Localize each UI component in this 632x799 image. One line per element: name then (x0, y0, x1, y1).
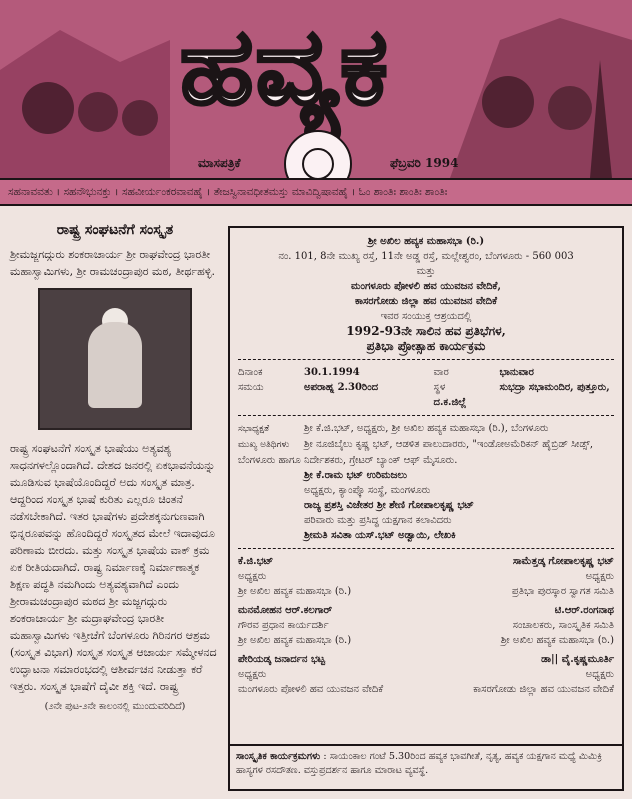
culture-section (228, 744, 624, 782)
p-left1-org: ಶ್ರೀ ಅಖಿಲ ಹವ್ಯಕ ಮಹಾಸಭಾ (ರಿ.) (238, 586, 352, 597)
left-column (10, 222, 220, 712)
year-line: 1992-93ನೇ ಸಾಲಿನ ಹವ ಪ್ರತಿಭೆಗಳ, (346, 324, 506, 338)
p-right3-org: ಕಾಸರಗೋಡು ಜಿಲ್ಲಾ ಹವ ಯುವಜನ ವೇದಿಕೆ (473, 684, 614, 695)
masthead-date: ಫೆಬ್ರವರಿ 1994 (390, 156, 459, 170)
masthead-monthly: ಮಾಸಪತ್ರಿಕೆ (198, 156, 241, 170)
place-label: ಸ್ಥಳ (433, 382, 446, 393)
chief-value: ಶ್ರೀ ನೂಜಿಬೈಲು ಕೃಷ್ಣ ಭಟ್, ಆಡಳಿತ ಪಾಲುದಾರರು, "ಇಂಡೋಅಮೆರಿಕನ್ ಹೈಬ್ರಿಡ್ ಸೀಡ್ಸ್, ಬೆಂಗಳೂರು ಹಾಗೂ ನಿರ್ದೇಶಕರು, ಗ್ರೇಟರ್ ಬ್ಯಾಂಕ್ ಆಫ್ ಮೈಸೂರು. (238, 439, 594, 466)
p-right2-role: ಸಂಚಾಲಕರು, ಸಾಂಸ್ಕೃತಿಕ ಸಮಿತಿ (512, 620, 614, 631)
culture-value: : ಸಾಯಂಕಾಲ ಗಂಟೆ 5.30ರಿಂದ ಹವ್ಯಕ ಭಾವಗೀತೆ, ನೃತ್ಯ, ಹವ್ಯಕ ಯಕ್ಷಗಾನ ಮಧ್ಯೆ ಮಿಮಿಕ್ರಿ ಹಾಸ್ಯಗಳ ರಸದೌತಣ. ವಸ್ತುಪ್ರದರ್ಶನ ಹಾಗೂ ಮಾರಾಟ ವ್ಯವಸ್ಥೆ. (236, 751, 603, 776)
article-title: ರಾಷ್ಟ್ರ ಸಂಘಟನೆಗೆ ಸಂಸ್ಕೃತ (56, 222, 174, 238)
continued-note: (೨ನೇ ಪುಟ-೨ನೇ ಕಾಲಂನಲ್ಲಿ ಮುಂದುವರಿದಿದೆ) (44, 701, 186, 712)
p-left1-role: ಅಧ್ಯಕ್ಷರು (238, 571, 267, 582)
article-intro: ಶ್ರೀಮಜ್ಜಗದ್ಗುರು ಶಂಕರಾಚಾರ್ಯ ಶ್ರೀ ರಾಘವೇಂದ್ರ ಭಾರತೀ ಮಹಾಸ್ವಾಮಿಗಳು, ಶ್ರೀ ರಾಮಚಂದ್ರಾಪುರ ಮಠ, ತೀರ್ಥಹಳ್ಳಿ. (10, 248, 215, 278)
p-right3-name: ಡಾ|| ವೈ.ಕೃಷ್ಣಮೂರ್ತಿ (541, 654, 614, 665)
presidency-value: ಶ್ರೀ ಕೆ.ಜಿ.ಭಟ್, ಅಧ್ಯಕ್ಷರು, ಶ್ರೀ ಅಖಿಲ ಹವ್ಯಕ ಮಹಾಸಭಾ (ರಿ.), ಬೆಂಗಳೂರು (304, 423, 549, 434)
masthead (0, 0, 632, 178)
notice-and: ಮತ್ತು (416, 266, 436, 277)
time-value: ಅಪರಾಹ್ನ 2.30ರಿಂದ (304, 382, 379, 393)
date-label: ದಿನಾಂಕ (238, 367, 263, 378)
place-value: ಸುಭದ್ರಾ ಸಭಾಮಂದಿರ, ಪುತ್ತೂರು, ದ.ಕ.ಜಿಲ್ಲೆ (433, 382, 610, 408)
day-label: ವಾರ (433, 367, 449, 378)
notice-org: ಶ್ರೀ ಅಖಿಲ ಹವ್ಯಕ ಮಹಾಸಭಾ (ರಿ.) (367, 236, 485, 247)
p-right2-org: ಶ್ರೀ ಅಖಿಲ ಹವ್ಯಕ ಮಹಾಸಭಾ (ರಿ.) (500, 635, 614, 646)
notice-box (228, 226, 624, 791)
event-title: ಪ್ರತಿಭಾ ಪ್ರೋತ್ಸಾಹ ಕಾರ್ಯಕ್ರಮ (366, 339, 486, 353)
motto-strip: ಸಹನಾವವತು । ಸಹನೌಭುನಕ್ತು । ಸಹವೀರ್ಯಂಕರವಾವಹೈ । ತೇಜಸ್ವಿನಾವಧೀತಮಸ್ತು ಮಾವಿದ್ವಿಷಾವಹೈ । ಓಂ ಶಾಂತಿಃ ಶಾಂತಿಃ ಶಾಂತಿಃ (0, 178, 632, 206)
p-left3-name: ಪೇರಿಯಡ್ಕ ಜನಾರ್ದನ ಭಟ್ಟ (238, 654, 326, 665)
p-right2-name: ಟಿ.ಆರ್.ರಂಗನಾಥ (554, 605, 614, 616)
p-left2-name: ಮನಮೋಹನ ಆರ್.ಕಲಗಾರ್ (238, 605, 333, 616)
photo (38, 288, 192, 430)
p-right1-role: ಅಧ್ಯಕ್ಷರು (585, 571, 614, 582)
guest4: ಶ್ರೀಮತಿ ಸವಿತಾ ಯಸ್.ಭಟ್ ಅಡ್ವಾಯಿ, ಲೇಖಕಿ (304, 530, 456, 541)
guest3: ರಾಜ್ಯ ಪ್ರಶಸ್ತಿ ವಿಜೇತರ ಶ್ರೀ ಶೇಣಿ ಗೋಪಾಲಕೃಷ್ಣ ಭಟ್ (304, 500, 474, 511)
p-right1-name: ಸಾಮೆತ್ತಡ್ಕ ಗೋಪಾಲಕೃಷ್ಣ ಭಟ್ (512, 556, 614, 567)
article-body: ರಾಷ್ಟ್ರ ಸಂಘಟನೆಗೆ ಸಂಸ್ಕೃತ ಭಾಷೆಯು ಅತ್ಯವಶ್ಯ ಸಾಧನಗಳಲ್ಲೊಂದಾಗಿದೆ. ದೇಶದ ಜನರಲ್ಲಿ ಏಕಭಾವನೆಯನ್ನು ಮೂಡಿಸುವ ಭಾಷೆಯೊಂದಿದ್ದರೆ ಅದು ಸಂಸ್ಕೃತ ಮಾತ್ರ. ಆದ್ದರಿಂದ ಸಂಸ್ಕೃತ ಭಾಷೆ ಕುರಿತು ಎಲ್ಲರೂ ಚಿಂತನೆ ನಡೆಸಬೇಕಾಗಿದೆ. ಇತರ ಭಾಷೆಗಳು ಪ್ರದೇಶಕ್ಕನುಗುಣವಾಗಿ ಭಿನ್ನರೂಪವನ್ನು ಹೊಂದಿದ್ದರೆ ಸಂಸ್ಕೃತದ ಮೇಲೆ ಇದಾವುದೂ ಪರಿಣಾಮ ಬೀರದು. ಮತ್ತು ಸಂಸ್ಕೃತ ಭಾಷೆಯ ವಾಕ್ ಕ್ರಮ ಏಕ ರೀತಿಯದಾಗಿದೆ. ರಾಷ್ಟ್ರ ನಿರ್ಮಾಣಕ್ಕೆ ನಿರ್ಮಾಣಾತ್ಮಕ ಶಿಕ್ಷಣ ಪದ್ಧತಿ ನಮಗಿಂದು ಅತ್ಯವಶ್ಯವಾಗಿದೆ ಎಂದು ಶ್ರೀರಾಮಚಂದ್ರಾಪುರ ಮಠದ ಶ್ರೀ ಮಜ್ಜಗದ್ಗುರು ಶಂಕರಾಚಾರ್ಯ ಶ್ರೀ ಮದ್ರಾಘವೇಂದ್ರ ಭಾರತೀ ಮಹಾಸ್ವಾಮಿಗಳು ಇತ್ತೀಚೆಗೆ ಬೆಂಗಳೂರು ಗಿರಿನಗರ ಆಶ್ರಮ (ಸಂಸ್ಕೃತ ವಿಭಾಗ) ಸಂಸ್ಕೃತ ಸಂಸ್ಕೃತ ಆಚಾರ್ಯ ಸಮ್ಮೇಳನದ ಉದ್ಘಾಟನಾ ಸಮಾರಂಭದಲ್ಲಿ ಆಶೀರ್ವಚನ ನೀಡುತ್ತಾ ಕರೆ ಇತ್ತರು. ಸಂಸ್ಕೃತ ಭಾಷೆಗೆ ದೈವೀ ಶಕ್ತಿ ಇದೆ. ರಾಷ್ಟ್ರ (10, 442, 217, 693)
chief-label: ಮುಖ್ಯ ಅತಿಥಿಗಳು (238, 440, 290, 450)
p-right1-org: ಪ್ರತಿಭಾ ಪುರಸ್ಕಾರ ಸ್ವಾಗತ ಸಮಿತಿ (511, 586, 614, 597)
p-right3-role: ಅಧ್ಯಕ್ಷರು (585, 669, 614, 680)
notice-address: ನಂ. 101, 8ನೇ ಮುಖ್ಯ ರಸ್ತೆ, 11ನೇ ಅಡ್ಡ ರಸ್ತೆ, ಮಲ್ಲೇಶ್ವರಂ, ಬೆಂಗಳೂರು - 560 003 (278, 251, 574, 262)
p-left3-role: ಅಧ್ಯಕ್ಷರು (238, 669, 267, 680)
time-label: ಸಮಯ (238, 382, 264, 393)
guest2-role: ಅಧ್ಯಕ್ಷರು, ಕ್ಯಾಂಪ್ಕೊ ಸಂಸ್ಥೆ, ಮಂಗಳೂರು (304, 485, 431, 496)
presidency-label: ಸಭಾಧ್ಯಕ್ಷತೆ (238, 424, 270, 434)
p-left1-name: ಕೆ.ಜಿ.ಭಟ್ (238, 556, 274, 567)
date-value: 30.1.1994 (304, 367, 360, 378)
guest2: ಶ್ರೀ ಕೆ.ರಾಮ ಭಟ್ ಉರಿಮಜಲು (304, 470, 408, 481)
masthead-title: ಹವ್ಯಕ (180, 5, 390, 128)
joint: ಇವರ ಸಂಯುಕ್ತ ಆಶ್ರಯದಲ್ಲಿ (380, 311, 472, 322)
p-left2-role: ಗೌರವ ಪ್ರಧಾನ ಕಾರ್ಯದರ್ಶಿ (238, 620, 329, 631)
p-left3-org: ಮಂಗಳೂರು ಪೋಳಲಿ ಹವ ಯುವಜನ ವೇದಿಕೆ (238, 684, 384, 695)
guest3-role: ಪರಿವಾರು ಮತ್ತು ಪ್ರಸಿದ್ಧ ಯಕ್ಷಗಾನ ಕಲಾವಿದರು (304, 515, 452, 526)
co-org1: ಮಂಗಳೂರು ಪೋಳಲಿ ಹವ ಯುವಜನ ವೇದಿಕೆ, (351, 281, 501, 292)
culture-label: ಸಾಂಸ್ಕೃತಿಕ ಕಾರ್ಯಕ್ರಮಗಳು (236, 751, 321, 762)
co-org2: ಕಾಸರಗೋಡು ಜಿಲ್ಲಾ ಹವ ಯುವಜನ ವೇದಿಕೆ (354, 296, 498, 307)
p-left2-org: ಶ್ರೀ ಅಖಿಲ ಹವ್ಯಕ ಮಹಾಸಭಾ (ರಿ.) (238, 635, 352, 646)
day-value: ಭಾನುವಾರ (499, 367, 534, 378)
